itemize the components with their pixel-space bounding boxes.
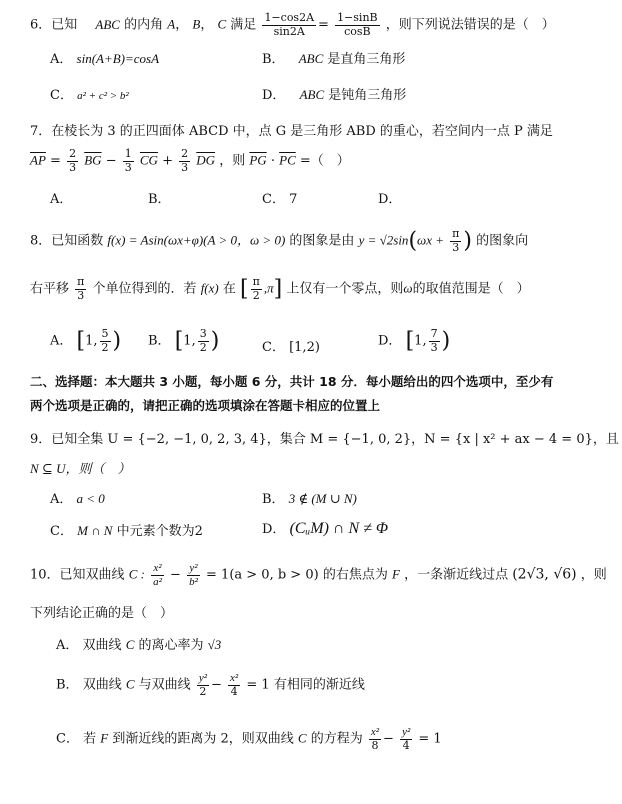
q10-y2-num: y²: [189, 562, 198, 574]
q8-option-a-num: 5: [101, 327, 109, 340]
q10-option-c-label: C．: [56, 731, 79, 747]
q10-option-a-text: 双曲线: [82, 638, 122, 653]
q10-line2: 下列结论正确的是（ ）: [30, 606, 174, 621]
q6-option-a[interactable]: [50, 48, 159, 67]
q8-option-b-den: 2: [199, 340, 207, 354]
q8-option-a-den: 2: [101, 340, 109, 354]
q9-option-d[interactable]: [262, 518, 388, 538]
q6-option-d[interactable]: [262, 84, 406, 103]
q10-option-b-label: B．: [56, 677, 79, 693]
q10-f: F: [391, 566, 400, 582]
q7-vec-dg: $\overline{DG}$: [196, 152, 216, 168]
q7-option-d-label: D．: [378, 192, 402, 207]
q8-option-a-left: 1,: [85, 333, 98, 349]
q7-option-c[interactable]: [262, 188, 297, 207]
q10-option-b[interactable]: B． 双曲线 C 与双曲线 $\frac{\text{y²}}{2}$ − $\frac{\text{x²}}{4}$ = 1 有相同的渐近线: [56, 672, 365, 698]
q8-line1-mid: 的图象是由: [289, 233, 355, 249]
q6-frac2-num: 1−sinB: [337, 11, 378, 24]
q10-cond: = 1(a > 0, b > 0): [206, 567, 319, 583]
q10-option-c-yn: y²: [402, 726, 411, 738]
q7-c1-den: 3: [69, 160, 77, 174]
q7-option-a[interactable]: [50, 188, 72, 207]
q8-omega: ω: [403, 280, 413, 296]
q10-option-c-f: F: [100, 730, 109, 746]
q9-option-c-text: 中元素个数为: [116, 524, 195, 539]
q9-option-b-label: B．: [262, 492, 285, 507]
q8-option-c-text: [1,2): [289, 340, 320, 355]
q9-line2: N ⊆ U，则（ ）: [30, 461, 131, 476]
q6-frac1-num: 1−cos2A: [264, 11, 315, 24]
q10-option-c-xn: x²: [370, 726, 380, 738]
q6-option-b-tri: ABC: [298, 51, 324, 66]
q6-option-d-tri: ABC: [299, 87, 325, 102]
q6-option-c-text: a² + c² > b²: [77, 90, 129, 102]
q6-var-a: A: [167, 16, 176, 32]
q8-fx2: f(x): [200, 280, 219, 296]
q8-option-b-label: B．: [148, 333, 171, 349]
q10-option-b-text3: 有相同的渐近线: [273, 677, 365, 693]
q8-option-d-den: 3: [430, 340, 438, 354]
q10-option-c-text2: 到渐近线的距离为 2，则双曲线: [112, 731, 294, 747]
q9-option-a[interactable]: [50, 488, 105, 507]
q6-option-d-label: D．: [262, 88, 286, 103]
q7-then: ，则: [219, 153, 246, 169]
q7-option-d[interactable]: [378, 188, 401, 207]
q10-line1-mid: 的右焦点为: [322, 567, 388, 583]
q10-point: (2√3, √6): [512, 566, 577, 583]
q9-option-c-num: 2: [194, 524, 203, 539]
q7-c3-den: 3: [181, 160, 189, 174]
q6-option-b-text: 是直角三角形: [327, 52, 406, 67]
q7-vec-cg: $\overline{CG}$: [139, 152, 158, 168]
q8-shift-num: π: [77, 275, 85, 288]
q8-int-num: π: [252, 275, 260, 288]
q10-option-b-text: 双曲线: [82, 677, 122, 693]
q8-line2-post: 上仅有一个零点，则: [286, 281, 404, 297]
q7-minus: −: [105, 153, 117, 169]
q9-option-a-text: a < 0: [76, 491, 105, 506]
q8-inner: ωx +: [417, 232, 445, 248]
q6-option-a-text: sin(A+B)=cosA: [76, 51, 160, 66]
q6-option-c[interactable]: [50, 84, 129, 103]
q7-vec-pg: $\overline{PG}$: [249, 152, 267, 168]
q10-option-a-text2: 的离心率为: [138, 638, 204, 653]
q10-option-c-text3: 的方程为: [310, 731, 363, 747]
q7-option-a-label: A．: [50, 192, 73, 207]
q6-satisfy: 满足: [230, 17, 257, 33]
q8-option-d-label: D．: [378, 333, 402, 349]
q8-yexpr: y = √2sin: [358, 232, 409, 248]
q6-var-b: B: [192, 16, 201, 32]
q8-line1-post: 的图象向: [476, 233, 529, 249]
q6-option-c-label: C．: [50, 88, 73, 103]
q10-option-b-xd: 4: [230, 684, 238, 698]
q10-minus: −: [170, 567, 181, 583]
q10-option-c-text: 若: [83, 731, 97, 747]
q10-option-b-c: C: [125, 676, 135, 692]
q8-int-den: 2: [252, 288, 260, 302]
q7-dot: ·: [270, 153, 275, 169]
q7-eq: =: [50, 153, 61, 169]
q6-tri: ABC: [95, 16, 120, 32]
q6-option-b[interactable]: [262, 48, 405, 67]
q7-option-b-label: B．: [148, 192, 171, 207]
q8-line1-pre: 8．已知函数: [30, 233, 104, 249]
q10-option-b-yd: 2: [199, 684, 207, 698]
q9-option-c[interactable]: [50, 520, 203, 539]
q10-line1-post: ，一条渐近线过点: [404, 567, 509, 583]
q9-line1: 9．已知全集 U = {−2, −1, 0, 2, 3, 4}，集合 M = {−1, 0, 2}，N = {x | x² + ax − 4 = 0}，且: [30, 432, 619, 447]
q8-option-c[interactable]: [262, 336, 320, 355]
q6-option-d-text: 是钝角三角形: [328, 88, 407, 103]
q9-option-b-text: 3 ∉ (M ∪ N): [288, 491, 357, 506]
q7-c2-den: 3: [124, 160, 132, 174]
q8-line2: 右平移 $\frac{\pi}{3}$ 个单位得到的．若 f(x) 在 [ $\frac{\pi}{2}$ ,π] 上仅有一个零点，则ω的取值范围是（ ）: [30, 275, 530, 302]
q8-option-a[interactable]: A． [1, $\frac{5}{2}$ ): [50, 327, 122, 354]
q8-pi-num: π: [452, 227, 460, 240]
q8-option-d[interactable]: D． [1, $\frac{7}{3}$ ): [378, 327, 451, 354]
q6-frac1-den: sin2A: [273, 24, 305, 38]
q10-line1: [30, 562, 607, 588]
q10-option-c-c: C: [297, 730, 307, 746]
q6-stem-pre: 6．已知: [30, 17, 78, 33]
q7-c3-num: 2: [181, 147, 189, 160]
q8-shift-den: 3: [77, 288, 85, 302]
q8-option-d-left: 1,: [414, 333, 427, 349]
q6-frac2: [335, 12, 380, 38]
q8-int-right: ,π: [263, 280, 274, 296]
q9-option-a-label: A．: [50, 492, 73, 507]
q7-tail: =（ ）: [299, 153, 350, 169]
q10-option-b-eq: = 1: [246, 677, 270, 693]
q9-option-c-math: M ∩ N: [77, 523, 113, 538]
q10-option-a-c: C: [125, 637, 135, 652]
q10-option-c[interactable]: C． 若 F 到渐近线的距离为 2，则双曲线 C 的方程为 $\frac{\text{x²}}{8}$ − $\frac{\text{y²}}{4}$ = 1: [56, 726, 442, 752]
q6-stem: 6．已知 ABC 的内角 A， B， C 满足 $\frac{1-\cos 2A}{\sin 2A}$ = $\frac{1-\sin B}{\cos B}$ ，则下列说法错误的是（ ）: [30, 11, 555, 38]
q6-option-b-label: B．: [262, 52, 285, 67]
q10-option-c-eq: = 1: [418, 731, 442, 747]
q10-line1-pre: 10．已知双曲线: [30, 567, 125, 583]
q6-frac2-den: cosB: [344, 24, 371, 38]
q8-pi-den: 3: [452, 240, 460, 254]
q7-option-b[interactable]: [148, 188, 171, 207]
q10-option-c-xd: 8: [371, 738, 379, 752]
section-2-heading-line2: 两个选项是正确的，请把正确的选项填涂在答题卡相应的位置上: [30, 398, 381, 413]
q10-c: C :: [128, 566, 145, 582]
q8-line2-tail: 的取值范围是（ ）: [412, 281, 530, 297]
q6-stem-mid: 的内角: [124, 17, 164, 33]
q8-fx: f(x) = Asin(ωx+φ)(A > 0，ω > 0): [107, 232, 286, 248]
q7-vec-bg: $\overline{BG}$: [84, 152, 102, 168]
q10-y2-den: b²: [189, 575, 198, 588]
q10-option-a-label: A．: [56, 638, 79, 653]
q8-option-d-num: 7: [430, 327, 438, 340]
q6-frac1: [262, 12, 316, 38]
q10-option-b-xn: x²: [230, 672, 239, 684]
q7-option-c-text: 7: [289, 192, 298, 207]
q7-line1: 7．在棱长为 3 的正四面体 ABCD 中，点 G 是三角形 ABD 的重心，若空间内一点 P 满足: [30, 124, 553, 139]
q8-line2-pre: 右平移: [30, 281, 70, 297]
section-2-heading-line1: 二、选择题：本大题共 3 小题，每小题 6 分，共计 18 分．每小题给出的四个选项中，至少有: [30, 374, 554, 389]
q7-c1-num: 2: [69, 147, 77, 160]
q8-option-b-left: 1,: [183, 333, 196, 349]
q9-option-b[interactable]: [262, 488, 357, 507]
q8-option-c-label: C．: [262, 340, 285, 355]
q10-option-b-text2: 与双曲线: [138, 677, 191, 693]
q10-option-c-yd: 4: [402, 738, 410, 752]
q10-line1-tail: ，则: [580, 567, 607, 583]
q6-var-c: C: [217, 16, 227, 32]
q8-line2-mid: 个单位得到的．若: [92, 281, 197, 297]
q7-plus: +: [162, 153, 173, 169]
q10-x2-num: x²: [153, 562, 162, 574]
q10-option-a[interactable]: [56, 634, 221, 653]
q8-option-b[interactable]: B． [1, $\frac{3}{2}$ ): [148, 327, 220, 354]
q9-option-d-label: D．: [262, 522, 286, 537]
q8-in: 在: [222, 281, 236, 297]
q7-option-c-label: C．: [262, 192, 285, 207]
q6-stem-post: ，则下列说法错误的是（ ）: [385, 17, 555, 33]
q8-option-b-num: 3: [199, 327, 207, 340]
q8-option-a-label: A．: [50, 333, 73, 349]
q7-vec-pc: $\overline{PC}$: [279, 152, 296, 168]
q10-x2-den: a²: [153, 575, 162, 588]
q7-line2: [30, 148, 350, 174]
q7-c2-num: 1: [124, 147, 132, 160]
q8-line1: 8．已知函数 f(x) = Asin(ωx+φ)(A > 0，ω > 0) 的图象是由 y = √2sin(ωx + $\frac{\pi}{3}$ ) 的图象向: [30, 227, 529, 254]
q9-option-d-text: (CᵤM) ∩ N ≠ Φ: [289, 520, 389, 537]
q9-option-c-label: C．: [50, 524, 73, 539]
q7-vec-ap: $\overline{AP}$: [30, 152, 46, 168]
q10-option-a-val: √3: [207, 637, 222, 652]
q10-option-b-yn: y²: [198, 672, 208, 684]
q6-option-a-label: A．: [50, 52, 73, 67]
